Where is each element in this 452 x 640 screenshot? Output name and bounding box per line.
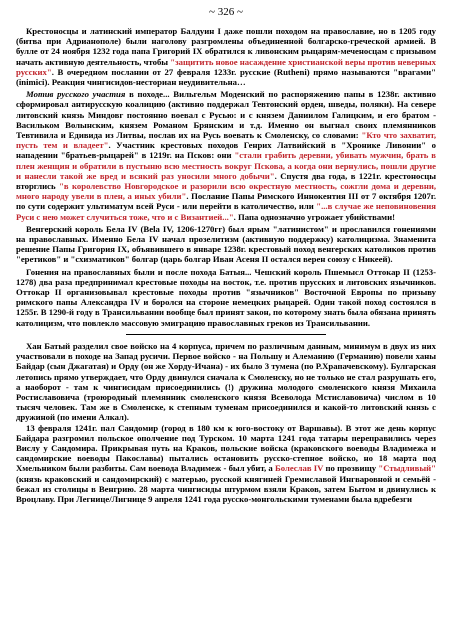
section-divider: [126, 334, 326, 335]
body-text: Гонения на православных были и после похода Батыя... Чешский король Пшемысл Оттокар II (1253-1278) два раза предпринимал крестовые походы на восток, т.е. против прусских и литовских язычников. Оттокар II организовывал крестовые походы против "язычников" Восточной Европы по призыву римского папы Александра IV и боролся на стороне немецких рыцарей. Один такой поход состоялся в 1255г. В 1290-й году в Трансильвании вообще был принят закон, по которому знать была обязана принять католицизм, что повлекло массовую эмиграцию православных греков из Трансильвании.: [16, 266, 436, 328]
quoted-text: "в королевство Новгородское и разорили всю окрестную местность, сожгли дома и деревни, много народу увели в плен, а иных убили": [16, 181, 436, 202]
body-text: по прозвищу: [323, 463, 379, 474]
italic-lead: Мотив русского участия: [26, 89, 126, 100]
quoted-text: "защитить новое насаждение христианской веры против неверных русских": [16, 56, 436, 77]
body-text: . Папа однозначно угрожает убийствами!: [233, 211, 396, 222]
paragraph-khan-batu: [16, 341, 436, 423]
body-text: в походе... Вильгельм Моденский по распоряжению папы в 1238г. активно сформировал антирусскую коалицию (активно поддержал Тевтонский орден, шведы, поляки). На севере литовский князь Миндовг постоянно воевал с Русью: и с князем Даниилом Галицким, и его братом - Васильком Волынским, князем Романом Брянским и т.д. Именно он выгнал своих племянников Тевтивила и Едивида из Литвы, послав их на Русь воевать к Смоленску, со словами:: [16, 89, 437, 141]
paragraph-russian-participation: [16, 89, 436, 222]
body-text: 13 февраля 1241г. пал Сандомир (город в 180 км к юго-востоку от Варшавы). В этот же день корпус Байдара разгромил польское ополчение под Турском. 10 марта 1241 года татары переправились через Вислу у Сандомира. Прикрывая путь на Краков, польские войска (краковского воеводы Владимежа и сандомирские воеводы Пакославы) пытались остановить русско-степное войско, но 18 марта под Хмельником были разбиты. Сам воевода Владимеж - был убит, а: [16, 422, 436, 474]
body-text: . Спустя два года, в 1221г. крестоносцы вторглись: [16, 170, 436, 192]
body-text: Венгерский король Бела IV (Bela IV, 1206-1270гг) был ярым "латинистом" и прославился гонениями на православных. Именно Бела IV начал прозелитизм (активную поддержку) католицизма. Знаменита решение Папы Григория IX, объявившего в январе 1238г. крестовый поход венгерских католиков против "еретиков" и "схизматиков" болгар (царь болгар Иван Асеня II остался верен союзу с Никеей).: [16, 223, 436, 265]
body-text: (князь краковский и сандомирский) с матерью, русской княгиней Гремиславой Ингваровной и семьёй - бежал из столицы в Венгрию. 28 марта чингисиды штурмом взяли Краков, затем Бытом и двинулись к Вроцлаву. При Легнице/Лигнице 9 апреля 1241 года русско-монгольскими туменами была вдребезги: [16, 473, 436, 504]
body-text: . В очередном послании от 27 февраля 1233г. русские (Rutheni) прямо называются "врагами" (inimici). Реакция чингисидов-несториан неудивительна…: [16, 66, 436, 88]
quoted-text: "Стыдливый": [378, 463, 436, 474]
page-number: ~ 326 ~: [209, 6, 243, 18]
quoted-text: "...в случае же неповиновения Руси с нею может случиться тоже, что и с Византией...": [16, 201, 436, 222]
quoted-text: "Кто что захватит, пусть тем и владеет": [16, 130, 436, 151]
quoted-text: Болеслав IV: [274, 463, 324, 474]
paragraph-persecution: [16, 267, 436, 328]
paragraph-bela-iv: [16, 224, 436, 265]
paragraph-crusaders: [16, 26, 436, 87]
body-text: . Послание Папы Римского Иннокентия III от 7 октября 1207г. по сути содержит ультиматум всей Руси - или перейти в католичество, или: [16, 191, 437, 212]
body-text: Крестоносцы и латинский император Балдуин I даже пошли походом на православие, но в 1205 году (битва при Адрианополе) были наголову разгромлены объединенной болгарско-греческой армией. В булле от 24 ноября 1232 года папа Григорий IX обратился к ливонским рыцарям-меченосцам с призывом начать активную деятельность, чтобы: [16, 26, 436, 67]
paragraph-sandomierz: [16, 423, 436, 505]
body-text: . Участник крестовых походов Генрих Латвийский в "Хронике Ливонии" о нападении "братьев-рыцарей" в 1219г. на Псков: они: [16, 140, 437, 161]
quoted-text: "стали грабить деревни, убивать мужчин, брать в плен женщин и обратили в пустыню всю местность вокруг Пскова, а когда они вернулись, пошли другие и нанесли такой же вред и всякий раз уносили много добычи": [16, 150, 436, 181]
body-text: Хан Батый разделил свое войско на 4 корпуса, причем по различным данным, минимум в двух из них участвовали в походе на Запад русичи. Первое войско - на Польшу и Алеманию (Германию) повели ханы Байдар (сын Джагатая) и Орду (он же Хорду-Ичана) - их было 3 тумена (по Р.Храпачевскому). Булгарская летопись прямо утверждает, что Орду двинулся сначала к Смоленску, но не только не стал разрушать его, а наоборот - там к чингисидам присоединились (!) дружина молодого смоленского князя Михаила Ростиславовича (троюродный племянник смоленского князя Всеволода Мстиславовича) числом в 10 тысяч человек. Там же в Смоленске, к степным туменам присоединился и какой-то литовский князь с дружиной (по имени Алкал).: [16, 340, 436, 423]
